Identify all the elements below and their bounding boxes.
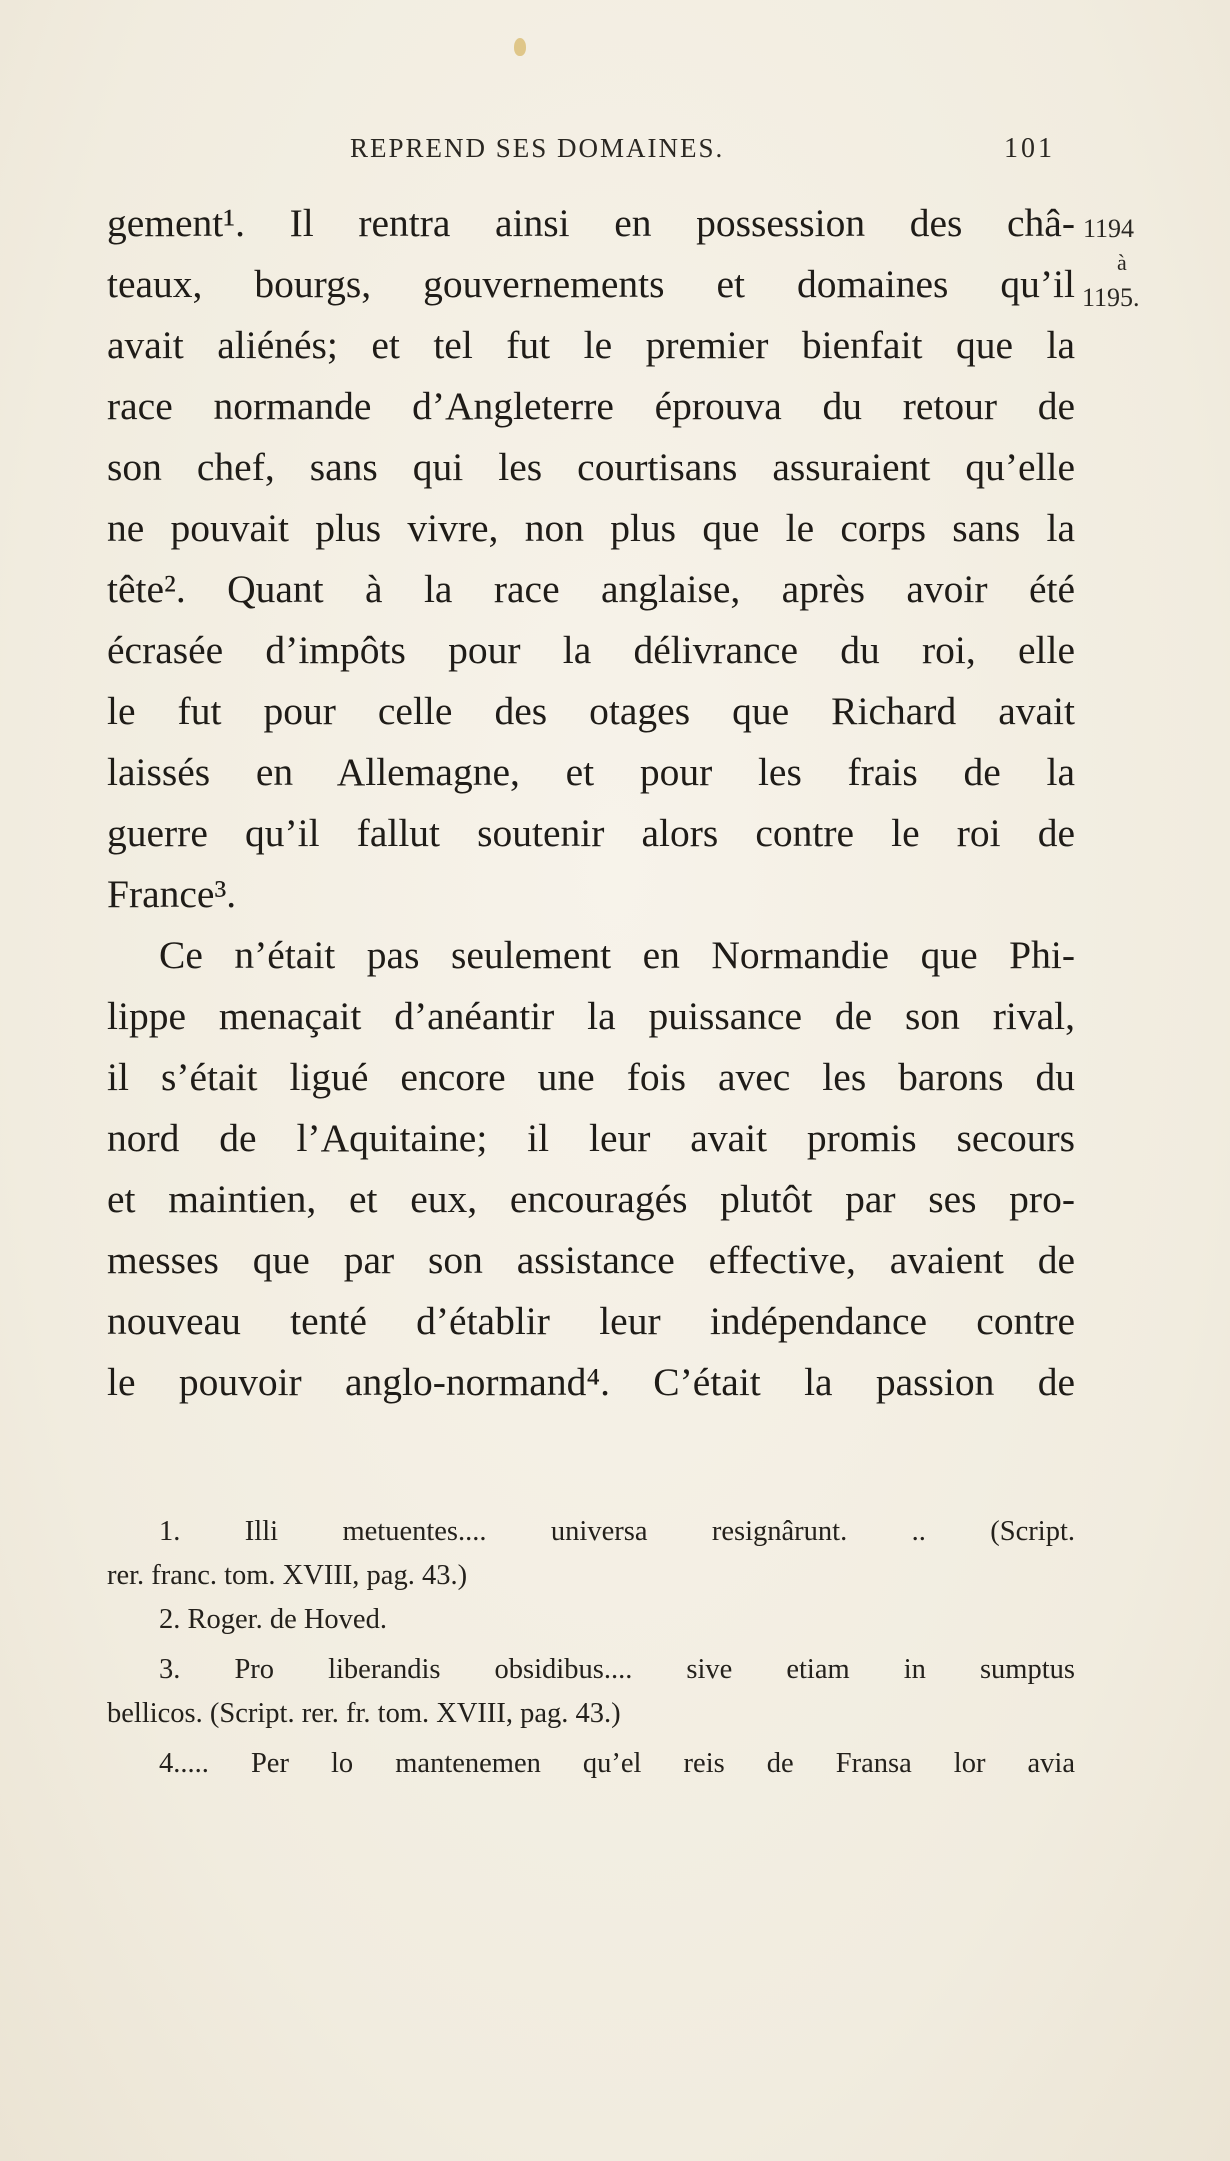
footnote-1: 1. Illi metuentes.... universa resignârunt. .. (Script. — [159, 1516, 1075, 1547]
text-line: nord de l’Aquitaine; il leur avait promis secours — [107, 1116, 1075, 1160]
text-line: race normande d’Angleterre éprouva du retour de — [107, 384, 1075, 428]
footnote-2: 2. Roger. de Hoved. — [159, 1604, 387, 1635]
text-line: nouveau tenté d’établir leur indépendance contre — [107, 1299, 1075, 1343]
text-line: il s’était ligué encore une fois avec les barons du — [107, 1055, 1075, 1099]
text-line: laissés en Allemagne, et pour les frais de la — [107, 750, 1075, 794]
text-line: le fut pour celle des otages que Richard avait — [107, 689, 1075, 733]
main-text — [107, 193, 1075, 1413]
text-line: avait aliénés; et tel fut le premier bienfait que la — [107, 323, 1075, 367]
page-number: 101 — [1004, 133, 1055, 164]
text-line: guerre qu’il fallut soutenir alors contre le roi de — [107, 811, 1075, 855]
text-line: gement¹. Il rentra ainsi en possession des châ- — [107, 201, 1075, 245]
ink-stain — [514, 38, 526, 56]
text-line: le pouvoir anglo-normand⁴. C’était la passion de — [107, 1360, 1075, 1404]
text-line: lippe menaçait d’anéantir la puissance de son rival, — [107, 994, 1075, 1038]
margin-date-separator: à — [1117, 250, 1127, 275]
text-line: messes que par son assistance effective, avaient de — [107, 1238, 1075, 1282]
footnote-3-cont: bellicos. (Script. rer. fr. tom. XVIII, pag. 43.) — [107, 1698, 621, 1729]
text-line: son chef, sans qui les courtisans assuraient qu’elle — [107, 445, 1075, 489]
margin-date-from: 1194 — [1083, 214, 1135, 243]
footnote-1-cont: rer. franc. tom. XVIII, pag. 43.) — [107, 1560, 468, 1591]
text-line: Ce n’était pas seulement en Normandie que Phi- — [159, 933, 1075, 977]
margin-date-to: 1195. — [1082, 283, 1140, 312]
running-head: REPREND SES DOMAINES. — [350, 133, 725, 163]
footnotes — [107, 1510, 1075, 1786]
text-line: France³. — [107, 872, 237, 916]
text-line: teaux, bourgs, gouvernements et domaines qu’il — [107, 262, 1075, 306]
footnote-3: 3. Pro liberandis obsidibus.... sive etiam in sumptus — [159, 1654, 1075, 1685]
footnote-4: 4..... Per lo mantenemen qu’el reis de Fransa lor avia — [159, 1748, 1075, 1779]
text-line: écrasée d’impôts pour la délivrance du roi, elle — [107, 628, 1075, 672]
text-line: tête². Quant à la race anglaise, après avoir été — [107, 567, 1075, 611]
text-line: ne pouvait plus vivre, non plus que le corps sans la — [107, 506, 1075, 550]
text-line: et maintien, et eux, encouragés plutôt par ses pro- — [107, 1177, 1075, 1221]
